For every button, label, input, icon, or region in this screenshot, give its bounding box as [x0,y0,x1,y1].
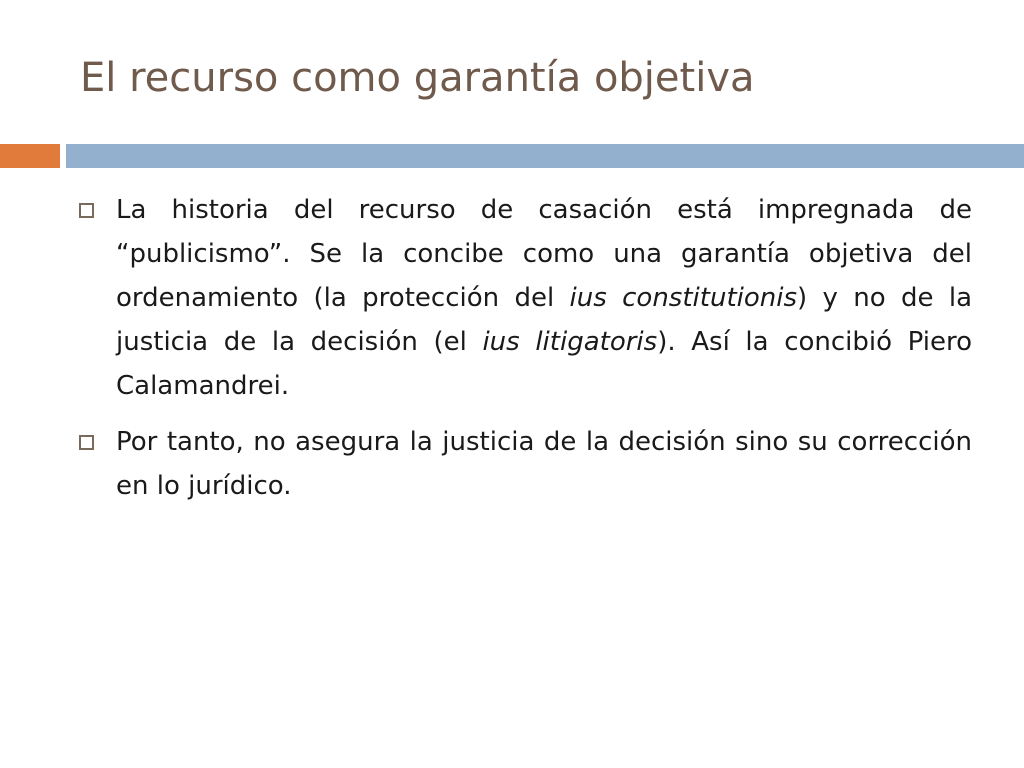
bullet-text-segment: ) y no de la justicia de la decisión (el [116,283,973,357]
bullet-item [79,420,972,508]
bullet-text-segment: La historia del recurso de casación está impregnada de “publicismo”. Se la concibe como una garantía objetiva del ordenamiento (la protección del [116,195,972,313]
bullet-text: Por tanto, no asegura la justicia de la decisión sino su corrección en lo jurídico. [116,427,972,501]
bullet-text [116,195,972,401]
slide-title: El recurso como garantía objetiva [80,55,755,101]
hollow-square-icon [79,203,94,218]
latin-term-ius-litigatoris: ius litigatoris [482,327,658,357]
bullet-list [79,188,972,520]
hollow-square-icon [79,435,94,450]
latin-term-ius-constitutionis: ius constitutionis [569,283,798,313]
title-divider-accent [0,144,60,168]
bullet-item [79,188,972,408]
bullet-text-segment: ). Así la concibió Piero Calamandrei. [116,327,973,401]
title-divider-bar [66,144,1024,168]
